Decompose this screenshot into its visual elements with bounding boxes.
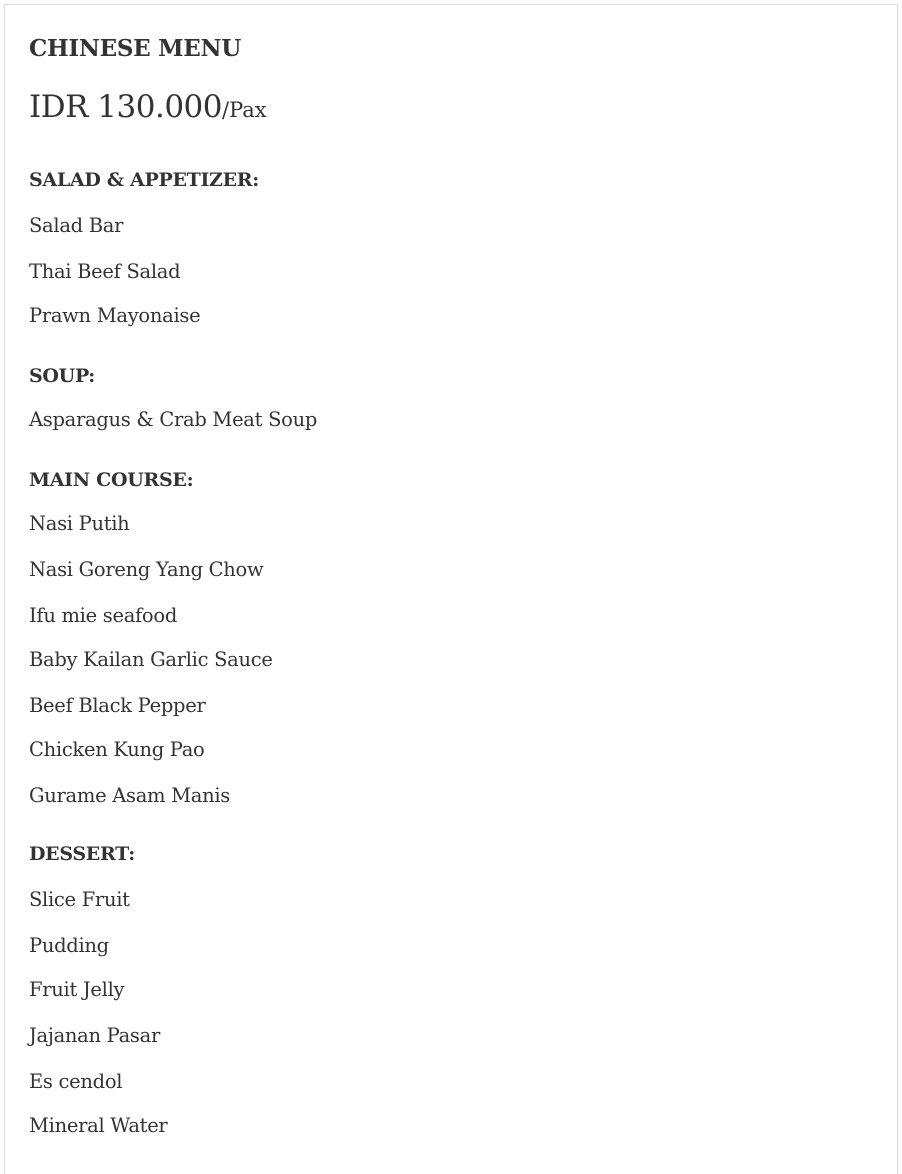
- menu-card: [4, 4, 898, 1174]
- menu-item: Nasi Goreng Yang Chow: [29, 558, 264, 581]
- section-heading-main-course: MAIN COURSE:: [29, 469, 194, 491]
- menu-item: Pudding: [29, 934, 109, 957]
- menu-item: Es cendol: [29, 1070, 123, 1093]
- price-amount: IDR 130.000: [29, 89, 222, 125]
- menu-item: Jajanan Pasar: [29, 1024, 160, 1047]
- menu-item: Asparagus & Crab Meat Soup: [29, 408, 318, 431]
- menu-item: Slice Fruit: [29, 888, 130, 911]
- menu-item: Thai Beef Salad: [29, 260, 181, 283]
- menu-item: Baby Kailan Garlic Sauce: [29, 648, 273, 671]
- menu-item: Prawn Mayonaise: [29, 304, 201, 327]
- menu-item: Salad Bar: [29, 214, 124, 237]
- menu-item: Mineral Water: [29, 1114, 168, 1137]
- menu-item: Beef Black Pepper: [29, 694, 206, 717]
- section-heading-appetizer: SALAD & APPETIZER:: [29, 169, 260, 191]
- price-unit: /Pax: [222, 98, 267, 122]
- menu-price: [29, 89, 267, 125]
- menu-item: Gurame Asam Manis: [29, 784, 231, 807]
- menu-item: Nasi Putih: [29, 512, 130, 535]
- menu-title: CHINESE MENU: [29, 35, 241, 62]
- menu-item: Fruit Jelly: [29, 978, 125, 1001]
- section-heading-dessert: DESSERT:: [29, 843, 135, 865]
- section-heading-soup: SOUP:: [29, 365, 95, 387]
- menu-item: Ifu mie seafood: [29, 604, 177, 627]
- menu-item: Chicken Kung Pao: [29, 738, 205, 761]
